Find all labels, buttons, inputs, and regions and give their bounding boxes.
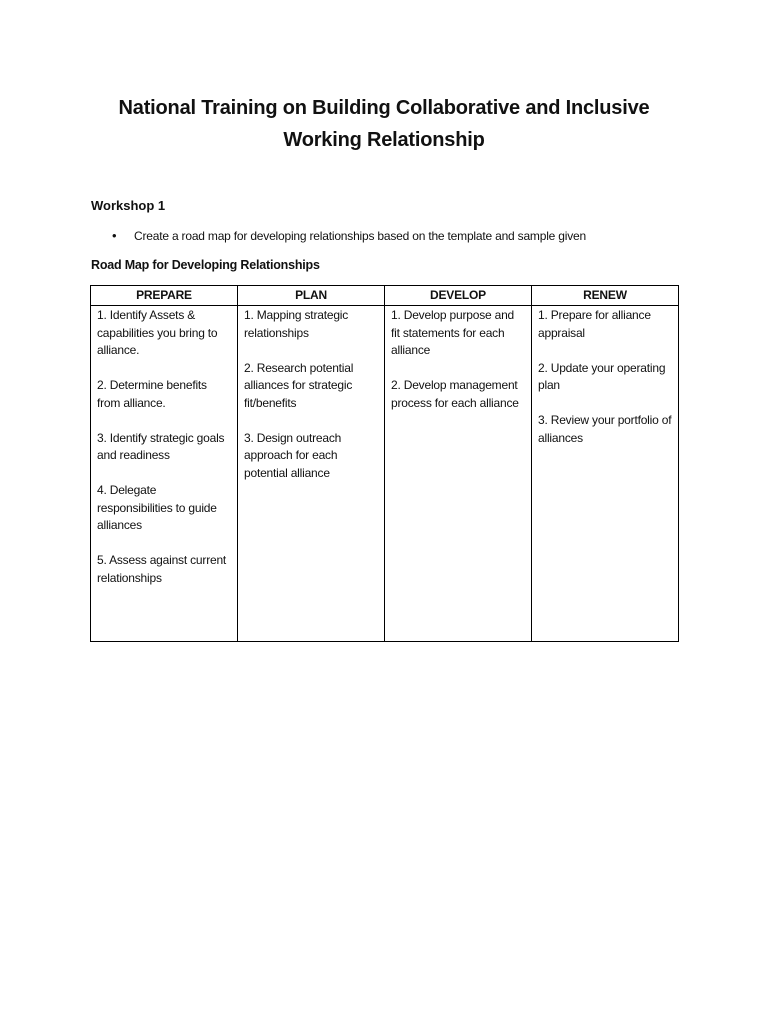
plan-cell xyxy=(238,306,385,642)
renew-cell xyxy=(532,306,679,642)
list-item: 3. Review your portfolio of alliances xyxy=(538,413,672,445)
instruction-text: Create a road map for developing relationships based on the template and sample given xyxy=(134,229,586,243)
list-item: 2. Determine benefits from alliance. xyxy=(97,378,207,410)
list-item: 1. Develop purpose and fit statements for each alliance xyxy=(391,308,515,357)
list-item: 5. Assess against current relationships xyxy=(97,553,227,585)
table-heading: Road Map for Developing Relationships xyxy=(91,258,320,272)
list-item: 3. Identify strategic goals and readiness xyxy=(97,430,225,462)
column-header-develop: DEVELOP xyxy=(385,286,532,306)
list-item: 4. Delegate responsibilities to guide alliances xyxy=(97,483,217,532)
column-header-renew: RENEW xyxy=(532,286,679,306)
list-item: 3. Design outreach approach for each potential alliance xyxy=(244,430,342,480)
list-item: 1. Prepare for alliance appraisal xyxy=(538,308,651,340)
workshop-heading: Workshop 1 xyxy=(91,198,166,213)
bullet-icon: • xyxy=(112,228,117,243)
title-line-1: National Training on Building Collaborative and Inclusive xyxy=(118,97,650,119)
column-header-plan: PLAN xyxy=(238,286,385,306)
list-item: 1. Mapping strategic relationships xyxy=(244,308,349,340)
column-header-prepare: PREPARE xyxy=(91,286,238,306)
list-item: 2. Research potential alliances for strategic fit/benefits xyxy=(244,360,354,410)
table-row xyxy=(91,306,679,642)
list-item: 2. Update your operating plan xyxy=(538,360,666,392)
page-title xyxy=(80,92,688,156)
list-item: 2. Develop management process for each alliance xyxy=(391,378,519,410)
list-item: 1. Identify Assets & capabilities you bring to alliance. xyxy=(97,308,218,357)
table-header-row xyxy=(91,286,679,306)
instruction-bullet xyxy=(112,227,586,245)
roadmap-table xyxy=(90,285,679,642)
develop-cell xyxy=(385,306,532,642)
prepare-cell xyxy=(91,306,238,642)
title-line-2: Working Relationship xyxy=(283,129,485,151)
